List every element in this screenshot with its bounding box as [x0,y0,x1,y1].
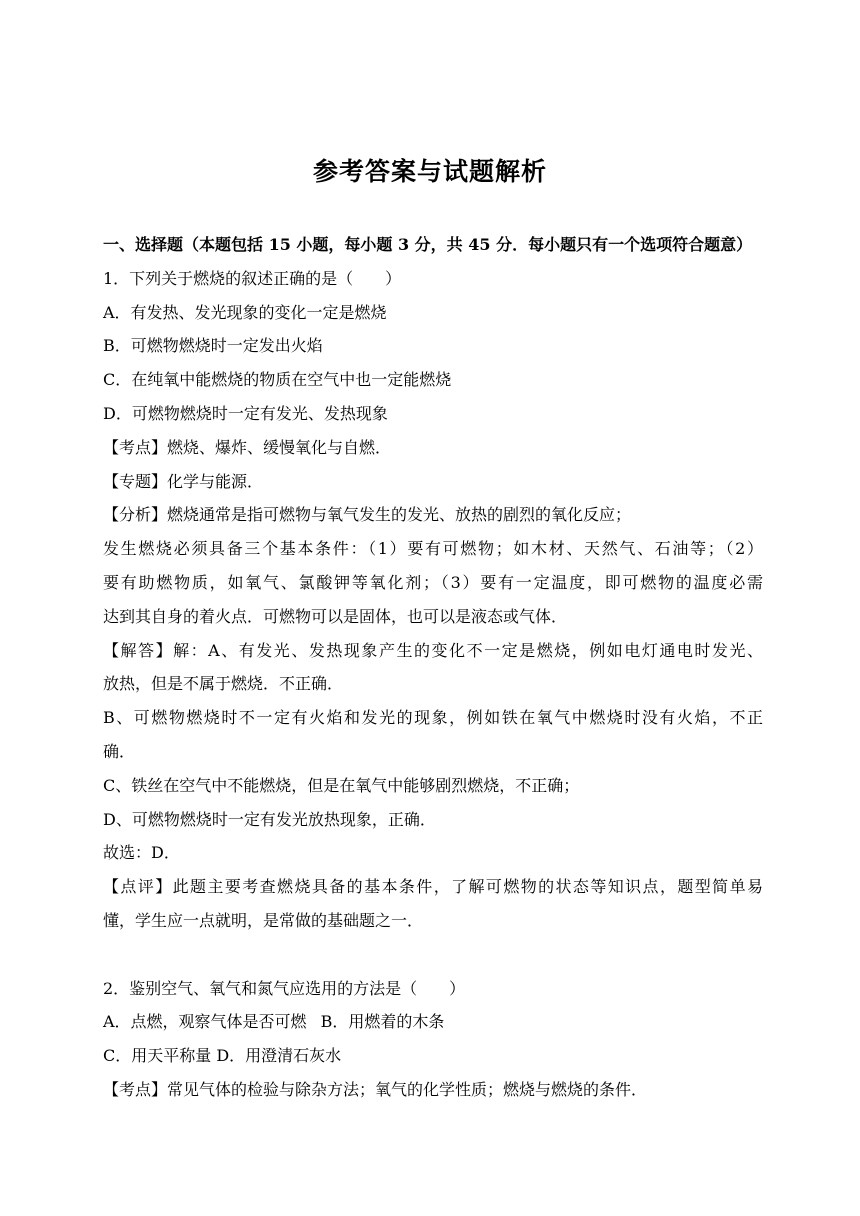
question-1-answer-line-1: 【解答】解：A、有发光、发热现象产生的变化不一定是燃烧，例如电灯通电时发光、 [103,640,763,660]
question-2-option-b: B．用燃着的木条 [320,1012,445,1032]
question-1-answer-line-5: C、铁丝在空气中不能燃烧，但是在氧气中能够剧烈燃烧，不正确； [103,775,580,795]
question-2-options-row-1 [103,1005,763,1039]
page-title: 参考答案与试题解析 [312,157,547,186]
question-1-final-choice: 故选：D． [103,843,180,863]
question-1-zhuanti: 【专题】化学与能源． [103,471,264,491]
question-2-kaodian: 【考点】常见气体的检验与除杂方法；氧气的化学性质；燃烧与燃烧的条件． [103,1079,648,1099]
question-1-analysis-line-2: 发生燃烧必须具备三个基本条件：（1）要有可燃物；如木材、天然气、石油等；（2） [103,539,763,559]
question-1-answer-line-2: 放热，但是不属于燃烧．不正确． [103,674,344,694]
question-1-comment-line-1: 【点评】此题主要考查燃烧具备的基本条件，了解可燃物的状态等知识点，题型简单易 [103,877,763,897]
question-1-answer-line-3: B、可燃物燃烧时不一定有火焰和发光的现象，例如铁在氧气中燃烧时没有火焰，不正 [103,708,763,728]
section-heading: 一、选择题（本题包括 15 小题，每小题 3 分，共 45 分．每小题只有一个选项符合题意） [103,235,753,254]
question-2-stem: 2．鉴别空气、氧气和氮气应选用的方法是（ ） [103,978,466,998]
question-2-option-c: C．用天平称量 [103,1046,212,1066]
question-1-answer-line-6: D、可燃物燃烧时一定有发光放热现象，正确． [103,809,436,829]
question-1-analysis-line-4: 达到其自身的着火点．可燃物可以是固体，也可以是液态或气体． [103,606,568,626]
question-1-option-b: B．可燃物燃烧时一定发出火焰 [103,336,323,356]
question-1-analysis-line-3: 要有助燃物质，如氧气、氯酸钾等氧化剂；（3）要有一定温度，即可燃物的温度必需 [103,572,763,592]
question-1-comment-line-2: 懂，学生应一点就明，是常做的基础题之一． [103,910,424,930]
question-2-options-row-2 [103,1039,763,1073]
question-1-answer-line-4: 确． [103,741,136,761]
question-1-option-a: A．有发热、发光现象的变化一定是燃烧 [103,302,387,322]
question-1-option-c: C．在纯氧中能燃烧的物质在空气中也一定能燃烧 [103,370,452,390]
question-1-option-d: D．可燃物燃烧时一定有发光、发热现象 [103,403,388,423]
question-1-analysis-line-1: 【分析】燃烧通常是指可燃物与氧气发生的发光、放热的剧烈的氧化反应； [103,505,632,525]
question-2-option-d: D．用澄清石灰水 [216,1046,342,1066]
spacer [103,938,763,972]
question-1-kaodian: 【考点】燃烧、爆炸、缓慢氧化与自燃． [103,437,392,457]
question-2-option-a: A．点燃，观察气体是否可燃 [103,1012,307,1032]
document-body [103,228,763,1107]
question-1-stem: 1．下列关于燃烧的叙述正确的是（ ） [103,268,402,288]
